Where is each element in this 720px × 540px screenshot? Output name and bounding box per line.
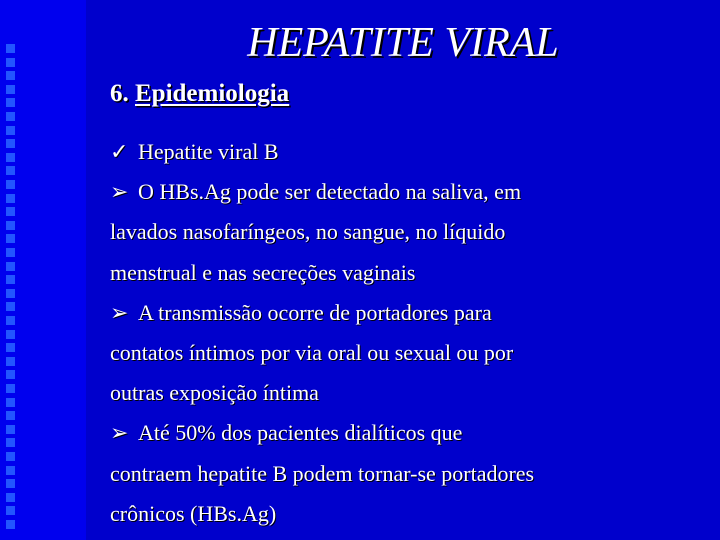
decorative-square [6,207,15,216]
decorative-square [6,248,15,257]
slide-content [110,132,700,534]
body-line: contraem hepatite B podem tornar-se portadores [110,460,535,486]
arrow-bullet-icon: ➢ [110,299,129,325]
decorative-square [6,370,15,379]
decorative-square [6,493,15,502]
decorative-square [6,234,15,243]
decorative-square [6,411,15,420]
body-text: A transmissão ocorre de portadores para [138,299,492,325]
decorative-square [6,357,15,366]
decorative-square [6,506,15,515]
decorative-square [6,112,15,121]
decorative-square [6,302,15,311]
body-text: O HBs.Ag pode ser detectado na saliva, em [138,179,522,205]
decorative-square [6,58,15,67]
decorative-square [6,466,15,475]
decorative-square [6,44,15,53]
decorative-square [6,71,15,80]
bullet-line-3 [110,413,700,453]
section-heading [110,78,289,110]
decorative-square [6,153,15,162]
decorative-square [6,289,15,298]
section-name: Epidemiologia [135,80,290,107]
body-line: crônicos (HBs.Ag) [110,500,277,526]
body-line: menstrual e nas secreções vaginais [110,259,416,285]
slide-title: HEPATITE VIRAL [247,20,559,66]
section-number: 6. [110,80,129,107]
decorative-square [6,330,15,339]
left-decorative-strip [0,0,86,540]
decorative-square [6,438,15,447]
decorative-square [6,262,15,271]
decorative-square [6,85,15,94]
decorative-square [6,180,15,189]
bullet-line-2 [110,293,700,333]
decorative-square [6,520,15,529]
arrow-bullet-icon: ➢ [110,420,129,446]
decorative-square [6,384,15,393]
decorative-square [6,194,15,203]
decorative-square [6,126,15,135]
decorative-square [6,316,15,325]
body-line: outras exposição íntima [110,380,319,406]
subheading-line [110,132,700,172]
bullet-line-1 [110,172,700,212]
body-line: contatos íntimos por via oral ou sexual ou por [110,340,514,366]
decorative-square [6,98,15,107]
decorative-square [6,425,15,434]
decorative-square [6,479,15,488]
decorative-square [6,221,15,230]
decorative-square [6,452,15,461]
checkmark-icon: ✓ [110,139,129,164]
arrow-bullet-icon: ➢ [110,179,129,205]
decorative-square [6,139,15,148]
decorative-square [6,343,15,352]
decorative-square [6,275,15,284]
subheading-text: Hepatite viral B [138,139,279,164]
body-text: Até 50% dos pacientes dialíticos que [138,420,463,446]
decorative-square [6,166,15,175]
body-line: lavados nasofaríngeos, no sangue, no líquido [110,219,506,245]
decorative-square [6,398,15,407]
